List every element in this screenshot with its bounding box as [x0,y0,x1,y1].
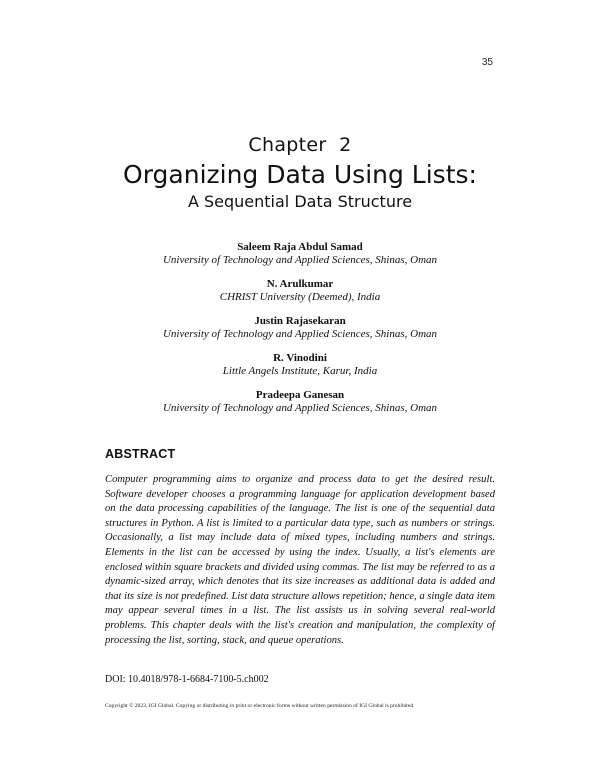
author-name: Justin Rajasekaran [254,315,346,327]
page-number: 35 [481,57,493,68]
chapter-subtitle: A Sequential Data Structure [187,192,413,211]
doi-text: DOI: 10.4018/978-1-6684-7100-5.ch002 [105,674,269,685]
chapter-title: Organizing Data Using Lists: [123,160,477,189]
author-entry [0,240,600,267]
author-affiliation: University of Technology and Applied Sciences, Shinas, Oman [162,402,438,414]
author-name: N. Arulkumar [266,278,334,290]
author-name: Saleem Raja Abdul Samad [237,241,363,253]
author-list [0,240,600,425]
author-affiliation: University of Technology and Applied Sciences, Shinas, Oman [162,254,438,266]
author-entry [0,314,600,341]
copyright-notice: Copyright © 2023, IGI Global. Copying or distributing in print or electronic forms without written permission of IGI Global is prohibited. [105,703,415,709]
abstract-heading: ABSTRACT [105,447,176,461]
author-affiliation: CHRIST University (Deemed), India [219,291,381,303]
author-name: Pradeepa Ganesan [255,389,345,401]
abstract-body: Computer programming aims to organize and process data to get the desired result. Software developer chooses a programming language for application development based on the data processing capabilities of the language. The list is one of the sequential data structures in Python. A list is limited to a particular data type, such as numbers or strings. Occasionally, a list may include data of mixed types, including numbers and strings. Elements in the list can be accessed by using the index. Usually, a list's elements are enclosed within square brackets and divided using commas. The list may be referred to as a dynamic-sized array, which denotes that its size increases as additional data is added and that its size is not predefined. List data structure allows repetition; hence, a single data item may appear several times in a list. The list assists us in solving several real-world problems. This chapter deals with the list's creation and manipulation, the complexity of processing the list, sorting, stack, and queue operations. [105,474,495,646]
author-entry [0,351,600,378]
author-affiliation: University of Technology and Applied Sciences, Shinas, Oman [162,328,438,340]
author-entry [0,388,600,415]
author-name: R. Vinodini [273,352,327,364]
chapter-label: Chapter 2 [248,134,352,156]
author-entry [0,277,600,304]
author-affiliation: Little Angels Institute, Karur, India [222,365,378,377]
